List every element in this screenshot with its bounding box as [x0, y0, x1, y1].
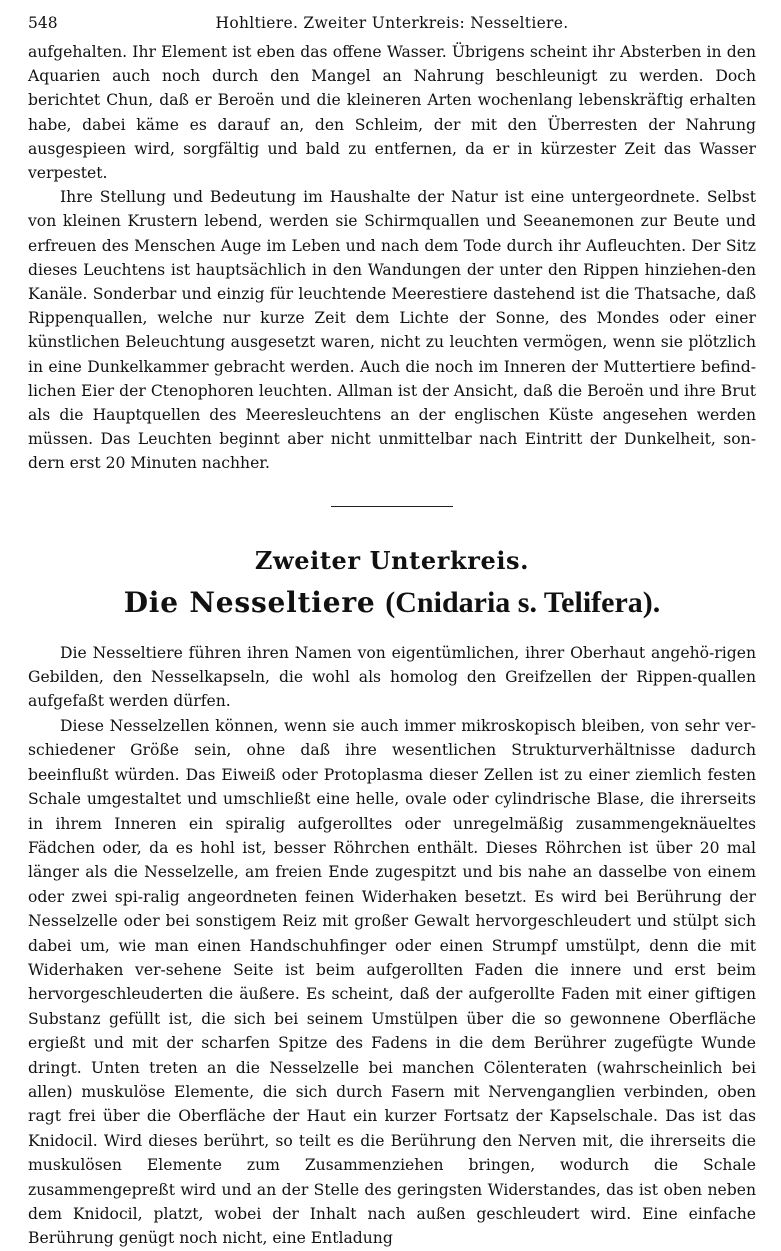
section-divider	[331, 506, 453, 507]
section-ctenophores-end	[28, 40, 756, 476]
paragraph-intro: Die Nesseltiere führen ihren Namen von eigentümlichen, ihrer Oberhaut angehö-rigen Gebilden, den Nesselkapseln, die wohl als homolog den Greifzellen der Rippen-quallen aufgefaßt werden dürfen.	[28, 643, 756, 711]
section-title-main: Die Nesseltiere	[123, 585, 376, 619]
running-title: Hohltiere. Zweiter Unterkreis: Nesseltiere.	[215, 14, 569, 32]
section-title-latin: (Cnidaria s. Telifera).	[385, 585, 661, 619]
book-page	[28, 10, 756, 1248]
running-header	[28, 10, 756, 36]
section-title	[28, 585, 756, 621]
paragraph-continued: aufgehalten. Ihr Element ist eben das offene Wasser. Übrigens scheint ihr Absterben in den Aquarien auch noch durch den Mangel an Nahrung beschleunigt zu werden. Doch berichtet Chun, daß er Beroën und die kleineren Arten wochenlang lebenskräftig erhalten habe, dabei käme es darauf an, den Schleim, der mit den Überresten der Nahrung ausgespieen wird, sorgfältig und bald zu entfernen, da er in kürzester Zeit das Wasser verpestet.	[28, 43, 756, 183]
paragraph-luminescence: Ihre Stellung und Bedeutung im Haushalte der Natur ist eine untergeordnete. Selbst von kleinen Krustern lebend, werden sie Schirmquallen und Seeanemonen zur Beute und erfreuen des Menschen Auge im Leben und nach dem Tode durch ihr Aufleuchten. Der Sitz dieses Leuchtens ist hauptsächlich in den Wandungen der unter den Rippen hinziehen-den Kanäle. Sonderbar und einzig für leuchtende Meerestiere dastehend ist die Thatsache, daß Rippenquallen, welche nur kurze Zeit dem Lichte der Sonne, des Mondes oder einer künstlichen Beleuchtung ausgesetzt waren, nicht zu leuchten vermögen, wenn sie plötzlich in eine Dunkelkammer gebracht werden. Auch die noch im Inneren der Muttertiere befind-lichen Eier der Ctenophoren leuchten. Allman ist der Ansicht, daß die Beroën und ihre Brut als die Hauptquellen des Meeresleuchtens an der englischen Küste angesehen werden müssen. Das Leuchten beginnt aber nicht unmittelbar nach Eintritt der Dunkelheit, son-dern erst 20 Minuten nachher.	[28, 188, 756, 473]
section-heading: Zweiter Unterkreis.	[254, 545, 530, 575]
section-cnidaria	[28, 545, 756, 1251]
page-number: 548	[28, 14, 58, 32]
paragraph-nettle-cells: Diese Nesselzellen können, wenn sie auch immer mikroskopisch bleiben, von sehr ver-schiedener Größe sein, ohne daß ihre wesentlichen Strukturverhältnisse dadurch beeinflußt würden. Das Eiweiß oder Protoplasma dieser Zellen ist zu einer ziemlich festen Schale umgestaltet und umschließt eine helle, ovale oder cylindrische Blase, die ihrerseits in ihrem Inneren ein spiralig aufgerolltes oder unregelmäßig zusammengeknäueltes Fädchen oder, da es hohl ist, besser Röhrchen enthält. Dieses Röhrchen ist über 20 mal länger als die Nesselzelle, am freien Ende zugespitzt und bis nahe an dasselbe von einem oder zwei spi-ralig angeordneten feinen Widerhaken besetzt. Es wird bei Berührung der Nesselzelle oder bei sonstigem Reiz mit großer Gewalt hervorgeschleudert und stülpt sich dabei um, wie man einen Handschuhfinger oder einen Strumpf umstülpt, denn die mit Widerhaken ver-sehene Seite ist beim aufgerollten Faden die innere und erst beim hervorgeschleuderten die äußere. Es scheint, daß der aufgerollte Faden mit einer giftigen Substanz gefüllt ist, die sich bei seinem Umstülpen über die so gewonnene Oberfläche ergießt und mit der scharfen Spitze des Fadens in die dem Berührer zugefügte Wunde dringt. Unten treten an die Nesselzelle bei manchen Cölenteraten (wahrscheinlich bei allen) muskulöse Elemente, die sich durch Fasern mit Nervenganglien verbinden, oben ragt frei über die Oberfläche der Haut ein kurzer Fortsatz der Kapselschale. Das ist das Knidocil. Wird dieses berührt, so teilt es die Berührung den Nerven mit, die ihrerseits die muskulösen Elemente zum Zusammenziehen bringen, wodurch die Schale zusammengepreßt wird und an der Stelle des geringsten Widerstandes, das ist oben neben dem Knidocil, platzt, wobei der Inhalt nach außen geschleudert wird. Eine einfache Berührung genügt noch nicht, eine Entladung	[28, 716, 756, 1248]
